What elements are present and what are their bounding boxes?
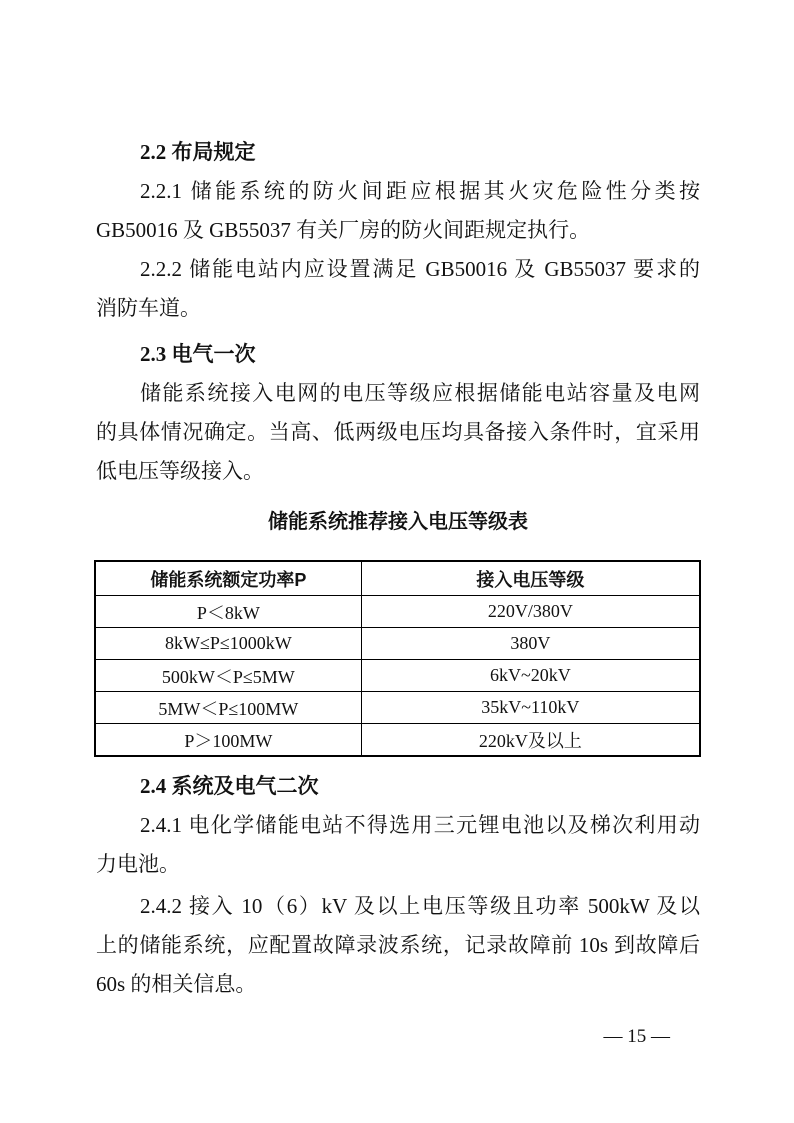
paragraph-line: 上的储能系统，应配置故障录波系统，记录故障前 10s 到故障后 — [96, 933, 700, 957]
section-heading-2-2: 2.2 布局规定 — [140, 140, 256, 164]
paragraph-line: 2.2.2 储能电站内应设置满足 GB50016 及 GB55037 要求的 — [140, 257, 700, 281]
section-heading-2-3: 2.3 电气一次 — [140, 342, 256, 366]
page-content — [96, 0, 700, 1056]
paragraph-line: 储能系统接入电网的电压等级应根据储能电站容量及电网 — [140, 381, 700, 405]
table-row — [95, 628, 700, 660]
table-header-row — [95, 561, 700, 596]
table-title: 储能系统推荐接入电压等级表 — [268, 511, 528, 533]
paragraph-line: 消防车道。 — [96, 296, 201, 320]
table-cell: 220kV及以上 — [361, 724, 700, 757]
paragraph-line: 低电压等级接入。 — [96, 459, 264, 483]
table-cell: 380V — [361, 628, 700, 660]
table-row — [95, 596, 700, 628]
table-cell: 6kV~20kV — [361, 660, 700, 692]
table-cell: P＞100MW — [95, 724, 361, 757]
paragraph-line: 60s 的相关信息。 — [96, 972, 257, 996]
table-cell: 5MW＜P≤100MW — [95, 692, 361, 724]
paragraph-2-2-1 — [96, 172, 700, 250]
paragraph-line: 的具体情况确定。当高、低两级电压均具备接入条件时，宜采用 — [96, 420, 700, 444]
paragraph-line: GB50016 及 GB55037 有关厂房的防火间距规定执行。 — [96, 218, 591, 242]
table-cell: 220V/380V — [361, 596, 700, 628]
table-header-cell-power: 储能系统额定功率P — [95, 561, 361, 596]
paragraph-line: 2.4.1 电化学储能电站不得选用三元锂电池以及梯次利用动 — [140, 813, 700, 837]
table-cell: 35kV~110kV — [361, 692, 700, 724]
voltage-level-table — [94, 560, 701, 757]
page-number: — 15 — — [603, 1026, 670, 1047]
paragraph-2-2-2 — [96, 250, 700, 328]
paragraph-2-4-2 — [96, 887, 700, 1004]
table-cell: P＜8kW — [95, 596, 361, 628]
table-row — [95, 724, 700, 757]
paragraph-line: 2.2.1 储能系统的防火间距应根据其火灾危险性分类按 — [140, 179, 700, 203]
table-row — [95, 692, 700, 724]
section-heading-2-4: 2.4 系统及电气二次 — [140, 774, 319, 798]
paragraph-2-3 — [96, 374, 700, 491]
table-cell: 8kW≤P≤1000kW — [95, 628, 361, 660]
paragraph-line: 2.4.2 接入 10（6）kV 及以上电压等级且功率 500kW 及以 — [140, 894, 700, 918]
table-row — [95, 660, 700, 692]
paragraph-2-4-1 — [96, 806, 700, 884]
paragraph-line: 力电池。 — [96, 852, 180, 876]
table-header-cell-voltage: 接入电压等级 — [361, 561, 700, 596]
table-cell: 500kW＜P≤5MW — [95, 660, 361, 692]
